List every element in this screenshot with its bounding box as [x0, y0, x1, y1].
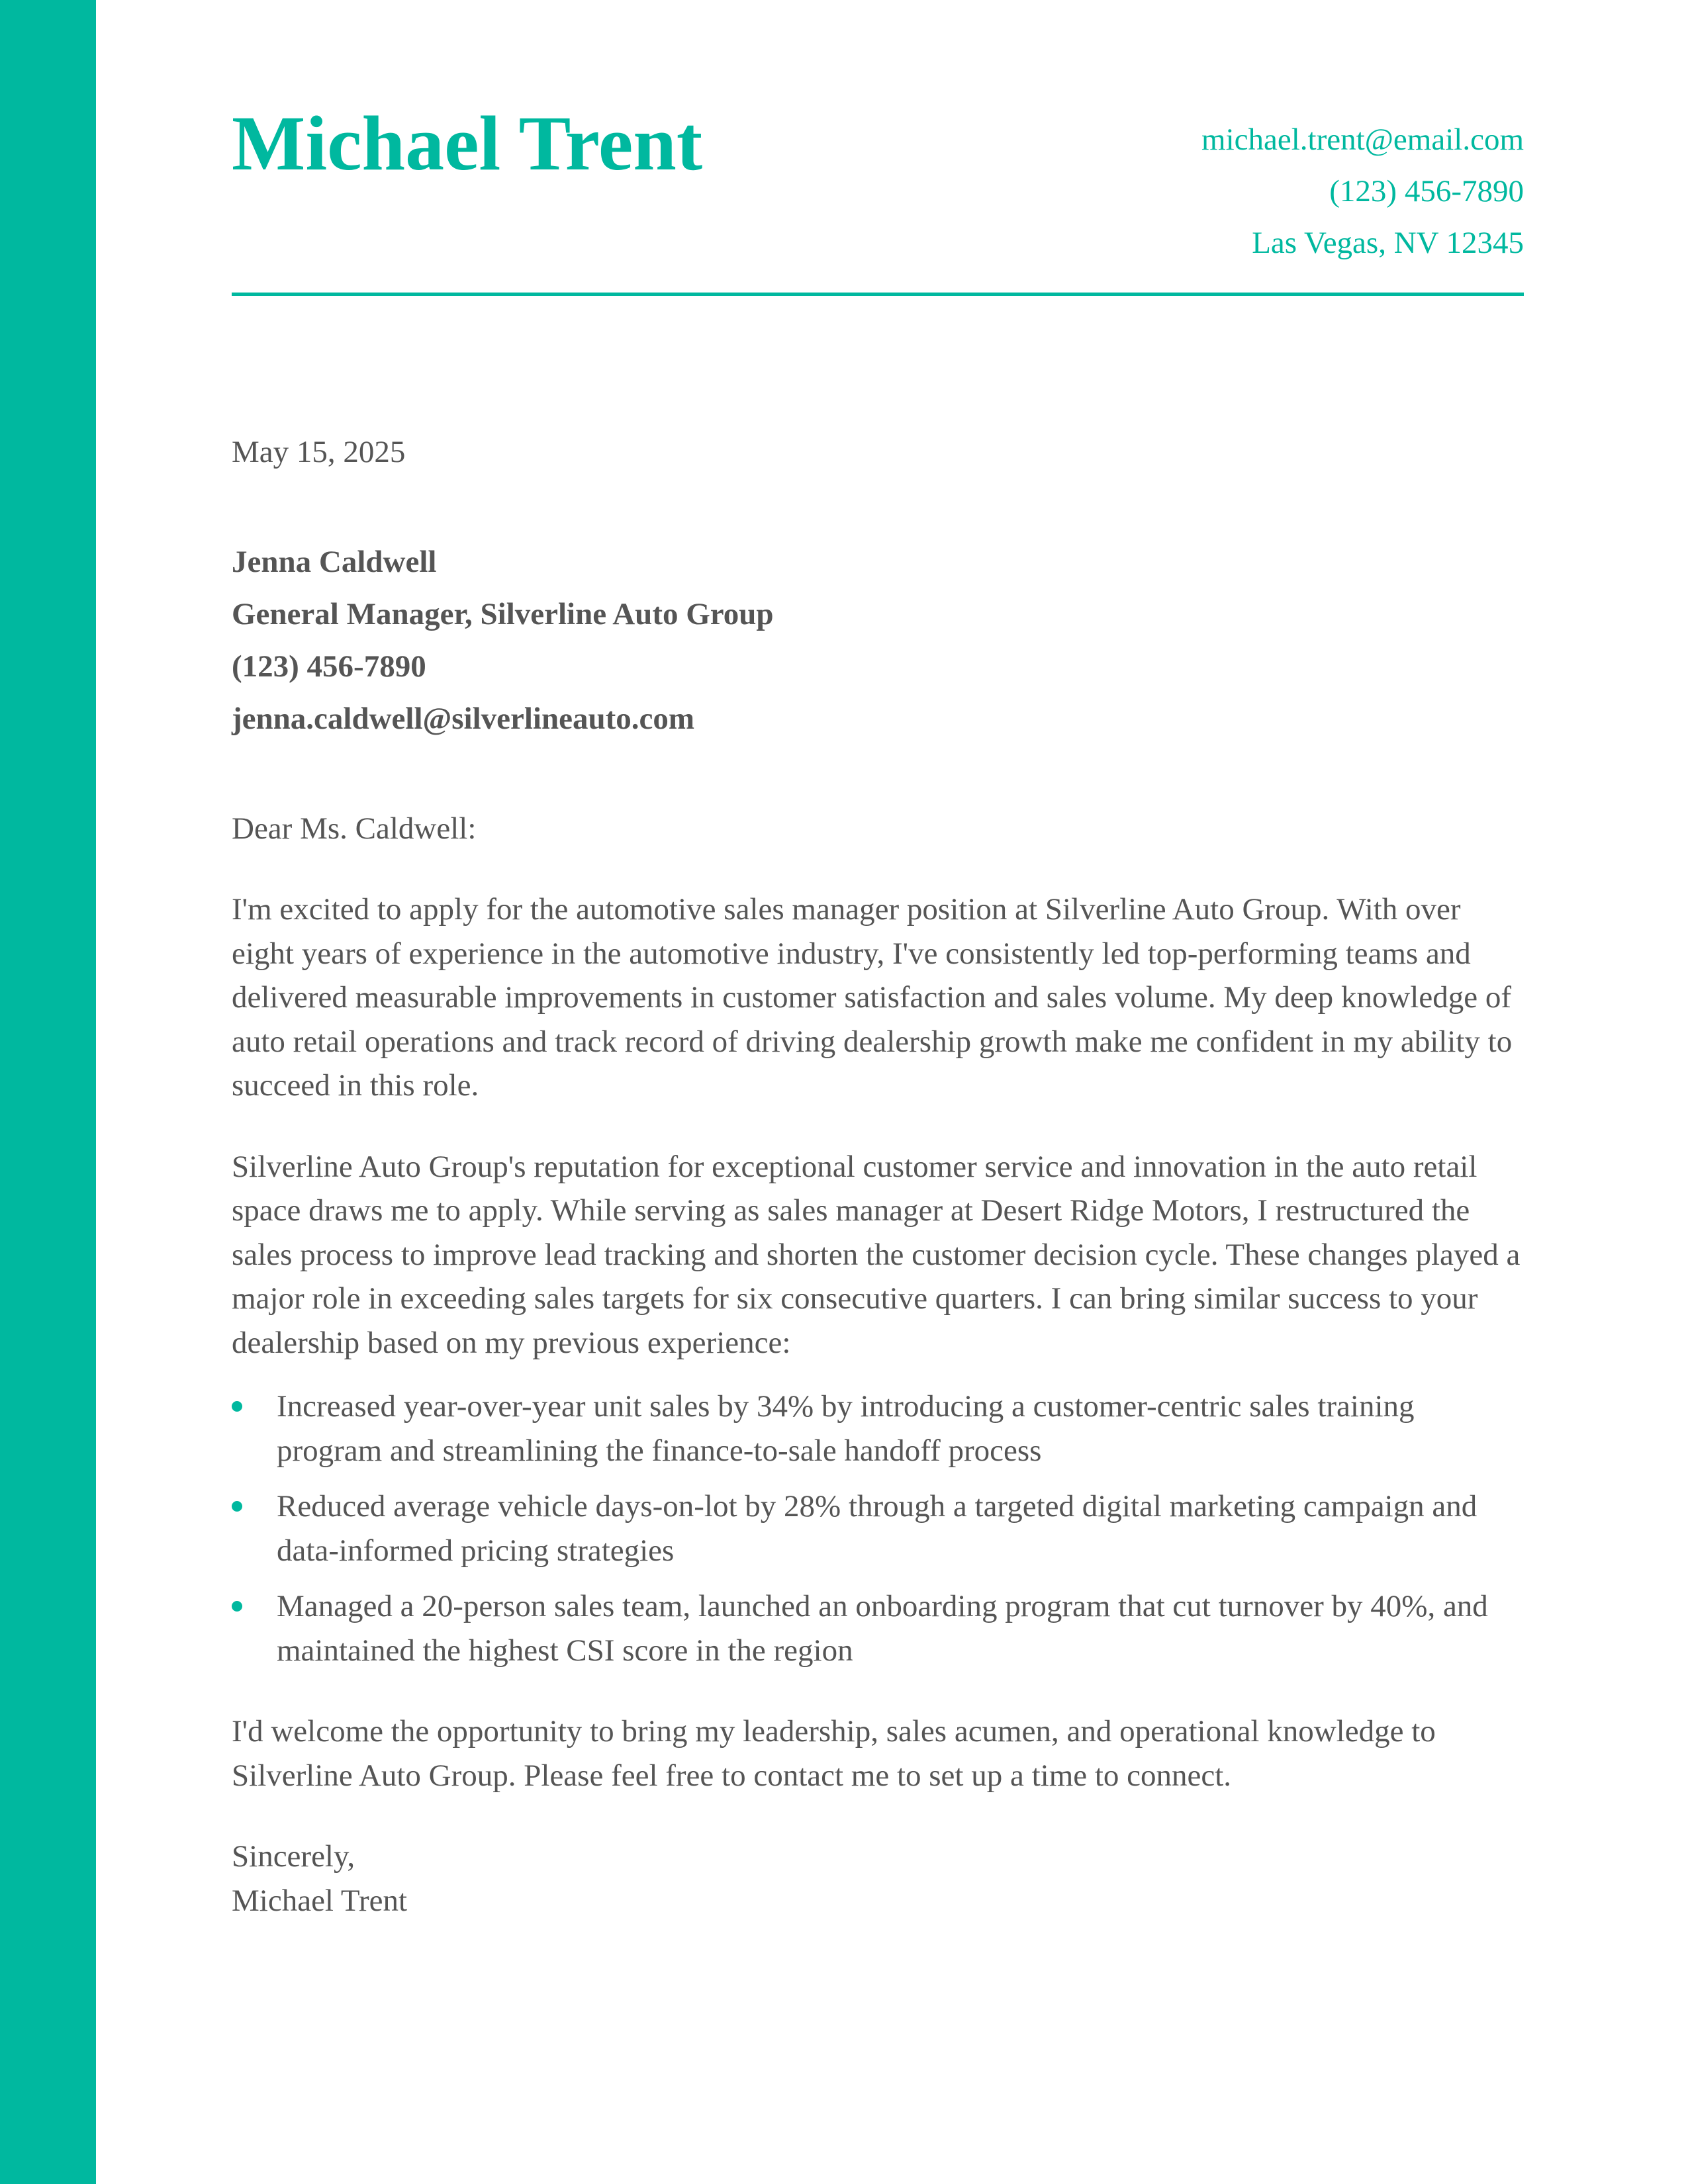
- sender-phone: (123) 456-7890: [1329, 174, 1524, 208]
- signature-name: Michael Trent: [232, 1883, 408, 1918]
- sender-name: Michael Trent: [232, 100, 703, 187]
- bullet-dot-icon: [232, 1501, 242, 1512]
- intro-paragraph: I'm excited to apply for the automotive sales manager position at Silverline Auto Group. With over eight years of experience in the automotive industry, I've consistently led top-performing teams and delivered measurable improvements in customer satisfaction and sales volume. My deep knowledge of auto retail operations and track record of driving dealership growth make me confident in my ability to succeed in this role.: [232, 892, 1513, 1103]
- sender-location: Las Vegas, NV 12345: [1252, 226, 1524, 260]
- list-item-text: Increased year-over-year unit sales by 34% by introducing a customer-centric sales training program and streamlining the finance-to-sale handoff process: [277, 1389, 1415, 1468]
- letter-body: [232, 430, 1524, 1923]
- accent-sidebar: [0, 0, 96, 2184]
- cover-letter-page: [232, 0, 1524, 1918]
- salutation: Dear Ms. Caldwell:: [232, 811, 477, 846]
- bullet-dot-icon: [232, 1401, 242, 1412]
- recipient-block: [232, 536, 1524, 745]
- achievements-list: [232, 1385, 1524, 1672]
- sender-contact-block: [1201, 114, 1524, 269]
- list-item: [232, 1584, 1524, 1672]
- experience-paragraph: Silverline Auto Group's reputation for exceptional customer service and innovation in the auto retail space draws me to apply. While serving as sales manager at Desert Ridge Motors, I restructured the sales process to improve lead tracking and shorten the customer decision cycle. These changes played a major role in exceeding sales targets for six consecutive quarters. I can bring similar success to your dealership based on my previous experience:: [232, 1149, 1521, 1360]
- letter-date: May 15, 2025: [232, 435, 406, 469]
- signoff-block: [232, 1835, 1524, 1923]
- recipient-phone: (123) 456-7890: [232, 649, 426, 684]
- bullet-dot-icon: [232, 1601, 242, 1612]
- closing-paragraph: I'd welcome the opportunity to bring my leadership, sales acumen, and operational knowledge to Silverline Auto Group. Please feel free to contact me to set up a time to connect.: [232, 1714, 1436, 1793]
- list-item-text: Managed a 20-person sales team, launched an onboarding program that cut turnover by 40%, and maintained the highest CSI score in the region: [277, 1589, 1488, 1668]
- signoff: Sincerely,: [232, 1839, 355, 1874]
- sender-email[interactable]: michael.trent@email.com: [1201, 122, 1524, 157]
- letter-header: [232, 0, 1524, 298]
- header-divider: [232, 293, 1524, 296]
- recipient-name: Jenna Caldwell: [232, 544, 437, 579]
- list-item: [232, 1385, 1524, 1473]
- list-item-text: Reduced average vehicle days-on-lot by 28% through a targeted digital marketing campaign and data-informed pricing strategies: [277, 1489, 1477, 1568]
- recipient-email[interactable]: jenna.caldwell@silverlineauto.com: [232, 701, 695, 736]
- list-item: [232, 1484, 1524, 1572]
- recipient-title: General Manager, Silverline Auto Group: [232, 596, 774, 631]
